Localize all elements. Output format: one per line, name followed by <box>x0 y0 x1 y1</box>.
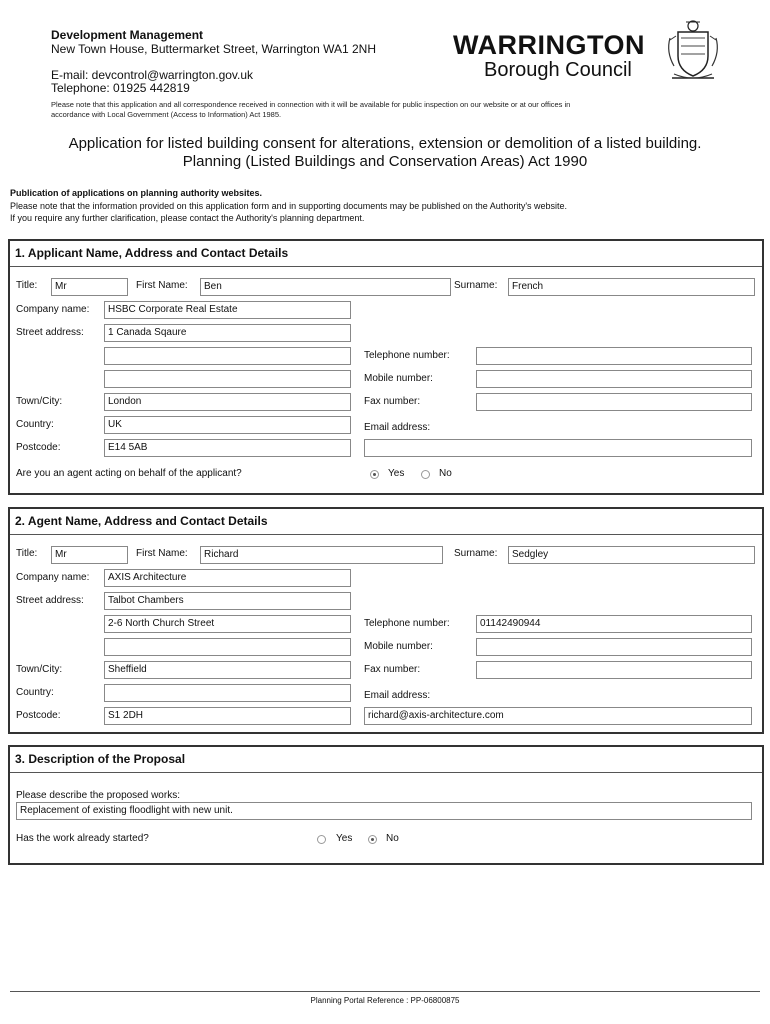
agent-town-field[interactable]: Sheffield <box>104 661 351 679</box>
agent-mobile-field[interactable] <box>476 638 752 656</box>
agent-question-label: Are you an agent acting on behalf of the applicant? <box>16 468 242 479</box>
coat-of-arms-icon <box>664 18 722 84</box>
applicant-telephone-field[interactable] <box>476 347 752 365</box>
agent-street-field-2[interactable]: 2-6 North Church Street <box>104 615 351 633</box>
applicant-email-label: Email address: <box>364 422 431 433</box>
agent-postcode-label: Postcode: <box>16 710 61 721</box>
agent-first-name-label: First Name: <box>136 548 188 559</box>
applicant-telephone-label: Telephone number: <box>364 350 450 361</box>
council-telephone: Telephone: 01925 442819 <box>51 81 190 95</box>
publication-text-1: Please note that the information provided on this application form and in supporting documents may be published on the Authority's website. <box>10 201 568 211</box>
agent-title-field[interactable]: Mr <box>51 546 128 564</box>
work-started-yes-label: Yes <box>336 833 353 844</box>
agent-mobile-label: Mobile number: <box>364 641 433 652</box>
applicant-town-field[interactable]: London <box>104 393 351 411</box>
agent-section <box>8 507 764 734</box>
agent-postcode-field[interactable]: S1 2DH <box>104 707 351 725</box>
council-logo-wordmark: WARRINGTON <box>453 30 645 60</box>
form-title-line-2: Planning (Listed Buildings and Conservation Areas) Act 1990 <box>182 153 588 170</box>
agent-email-label: Email address: <box>364 690 431 701</box>
notice-line-1: Please note that this application and all correspondence received in connection with it will be available for public inspection on our website or at our offices in <box>51 100 571 109</box>
proposal-description-field[interactable]: Replacement of existing floodlight with new unit. <box>16 802 752 820</box>
agent-country-label: Country: <box>16 687 54 698</box>
agent-telephone-field[interactable]: 01142490944 <box>476 615 752 633</box>
proposal-section <box>8 745 764 865</box>
publication-heading: Publication of applications on planning authority websites. <box>10 188 263 198</box>
department-name: Development Management <box>51 28 204 42</box>
agent-company-label: Company name: <box>16 572 90 583</box>
applicant-company-label: Company name: <box>16 304 90 315</box>
applicant-first-name-field[interactable]: Ben <box>200 278 451 296</box>
work-started-question-label: Has the work already started? <box>16 833 149 844</box>
applicant-email-field[interactable] <box>364 439 752 457</box>
public-inspection-notice <box>51 100 751 120</box>
planning-portal-reference: Planning Portal Reference : PP-06800875 <box>310 996 460 1005</box>
work-started-yes-radio[interactable] <box>317 835 326 844</box>
agent-country-field[interactable] <box>104 684 351 702</box>
agent-yes-radio[interactable] <box>370 470 379 479</box>
applicant-title-label: Title: <box>16 280 38 291</box>
applicant-street-field-1[interactable]: 1 Canada Sqaure <box>104 324 351 342</box>
applicant-town-label: Town/City: <box>16 396 63 407</box>
applicant-country-label: Country: <box>16 419 54 430</box>
applicant-street-field-3[interactable] <box>104 370 351 388</box>
agent-first-name-field[interactable]: Richard <box>200 546 443 564</box>
applicant-fax-field[interactable] <box>476 393 752 411</box>
applicant-mobile-label: Mobile number: <box>364 373 433 384</box>
applicant-postcode-label: Postcode: <box>16 442 61 453</box>
proposal-describe-label: Please describe the proposed works: <box>16 790 180 801</box>
applicant-section-heading: 1. Applicant Name, Address and Contact Details <box>15 246 289 260</box>
publication-text-2: If you require any further clarification, please contact the Authority's planning department. <box>10 213 365 223</box>
council-email: E-mail: devcontrol@warrington.gov.uk <box>51 68 254 82</box>
applicant-street-field-2[interactable] <box>104 347 351 365</box>
council-address: New Town House, Buttermarket Street, Warrington WA1 2NH <box>51 42 377 56</box>
agent-company-field[interactable]: AXIS Architecture <box>104 569 351 587</box>
footer-divider <box>10 991 760 992</box>
form-title-line-1: Application for listed building consent for alterations, extension or demolition of a listed building. <box>68 135 702 152</box>
agent-surname-field[interactable]: Sedgley <box>508 546 755 564</box>
notice-line-2: accordance with Local Government (Access to Information) Act 1985. <box>51 110 282 119</box>
applicant-country-field[interactable]: UK <box>104 416 351 434</box>
applicant-surname-field[interactable]: French <box>508 278 755 296</box>
agent-no-radio[interactable] <box>421 470 430 479</box>
agent-yes-label: Yes <box>388 468 405 479</box>
agent-no-label: No <box>439 468 452 479</box>
proposal-section-heading: 3. Description of the Proposal <box>15 752 186 766</box>
applicant-section <box>8 239 764 495</box>
agent-email-field[interactable]: richard@axis-architecture.com <box>364 707 752 725</box>
applicant-postcode-field[interactable]: E14 5AB <box>104 439 351 457</box>
agent-street-field-3[interactable] <box>104 638 351 656</box>
agent-street-label: Street address: <box>16 595 84 606</box>
applicant-mobile-field[interactable] <box>476 370 752 388</box>
agent-surname-label: Surname: <box>454 548 498 559</box>
agent-telephone-label: Telephone number: <box>364 618 450 629</box>
applicant-first-name-label: First Name: <box>136 280 188 291</box>
applicant-street-label: Street address: <box>16 327 84 338</box>
applicant-fax-label: Fax number: <box>364 396 421 407</box>
applicant-surname-label: Surname: <box>454 280 498 291</box>
agent-section-heading: 2. Agent Name, Address and Contact Details <box>15 514 268 528</box>
council-logo-subtitle: Borough Council <box>484 59 632 81</box>
agent-street-field-1[interactable]: Talbot Chambers <box>104 592 351 610</box>
agent-fax-field[interactable] <box>476 661 752 679</box>
applicant-title-field[interactable]: Mr <box>51 278 128 296</box>
agent-title-label: Title: <box>16 548 38 559</box>
work-started-no-label: No <box>386 833 399 844</box>
applicant-company-field[interactable]: HSBC Corporate Real Estate <box>104 301 351 319</box>
agent-fax-label: Fax number: <box>364 664 421 675</box>
agent-town-label: Town/City: <box>16 664 63 675</box>
work-started-no-radio[interactable] <box>368 835 377 844</box>
